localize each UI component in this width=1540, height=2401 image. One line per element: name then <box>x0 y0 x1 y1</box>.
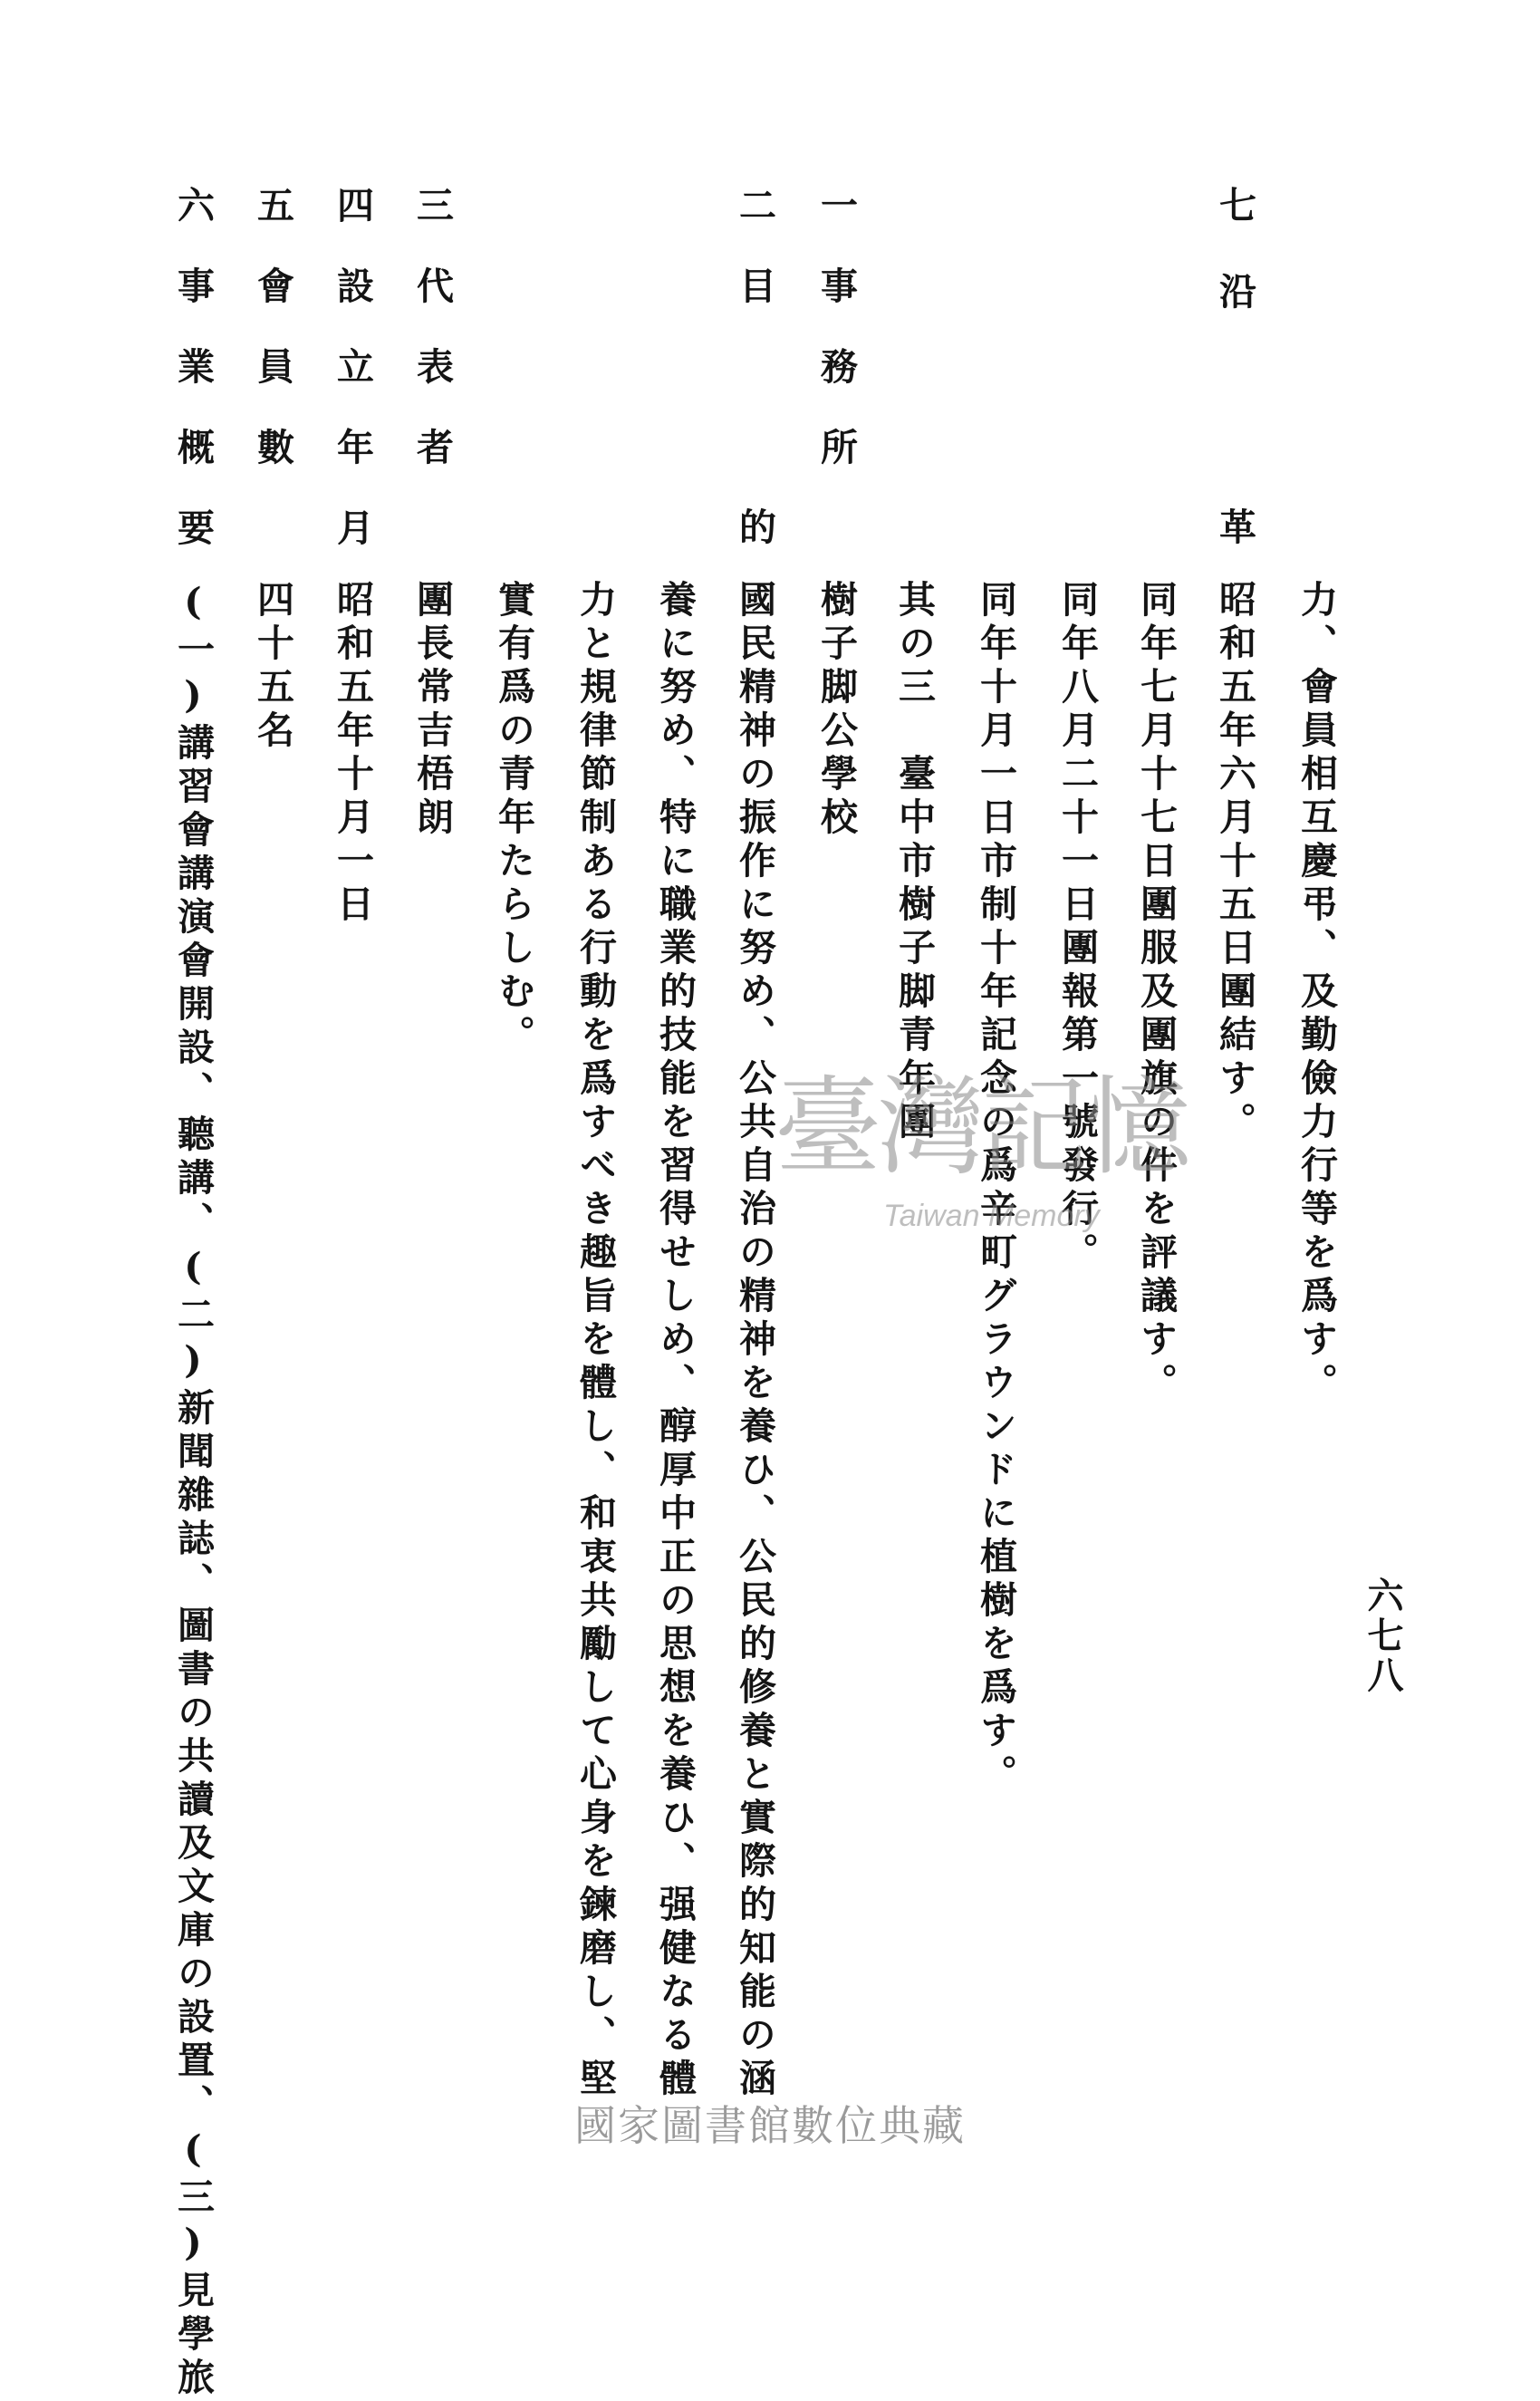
footer-credit: 國家圖書館數位典藏 <box>574 2102 966 2149</box>
watermark-en: Taiwan Memory <box>883 1199 1100 1233</box>
text-column: 養に努め、特に職業的技能を習得せしめ、醇厚中正の思想を養ひ、强健なる體 <box>653 580 697 2102</box>
text-column: 力、會員相互慶弔、及勤儉力行等を爲す。 <box>1295 580 1338 1406</box>
text-column: 實有爲の青年たらしむ。 <box>492 580 535 1058</box>
text-column: 同年十月一日市制十年記念の爲辛町グラウンドに植樹を爲す。 <box>974 580 1017 1798</box>
text-column: 團長常吉梧朗 <box>410 580 454 841</box>
watermark-cjk: 臺灣記憶 <box>775 1065 1189 1190</box>
section-heading: 三代表者 <box>410 186 454 508</box>
text-column: 四十五名 <box>251 580 294 754</box>
section-heading: 沿 <box>1213 272 1256 352</box>
text-column: 國民精神の振作に努め、公共自治の精神を養ひ、公民的修養と實際的知能の涵 <box>733 580 776 2102</box>
section-heading: 一事務所 <box>814 186 858 508</box>
text-column: 同年八月二十一日團報第一號發行。 <box>1055 580 1099 1276</box>
text-column: 昭和五年六月十五日團結す。 <box>1213 580 1256 1145</box>
page-number: 六七八 <box>1362 1577 1404 1696</box>
section-heading: 二目 <box>733 186 776 347</box>
text-column: 其の三 臺中市樹子脚青年團 <box>892 580 936 1145</box>
text-column: (一)講習會講演會開設、聽講、(二)新聞雜誌、圖書の共讀及文庫の設置、(三)見學旅 <box>171 580 215 2401</box>
text-column: 樹子脚公學校 <box>814 580 858 841</box>
section-heading: 五會員數 <box>251 186 294 508</box>
text-column: 昭和五年十月一日 <box>331 580 374 928</box>
section-heading: 六事業概要 <box>171 186 215 589</box>
text-column: 力と規律節制ある行動を爲すべき趣旨を體し、和衷共勵して心身を鍊磨し、堅 <box>573 580 617 2102</box>
section-heading: 的 <box>733 507 776 588</box>
section-heading: 革 <box>1213 507 1256 588</box>
section-heading: 七 <box>1213 186 1256 266</box>
watermark <box>775 1065 1227 1246</box>
text-column: 同年七月十七日團服及團旗の件を評議す。 <box>1134 580 1178 1406</box>
section-heading: 四設立年月 <box>331 186 374 589</box>
